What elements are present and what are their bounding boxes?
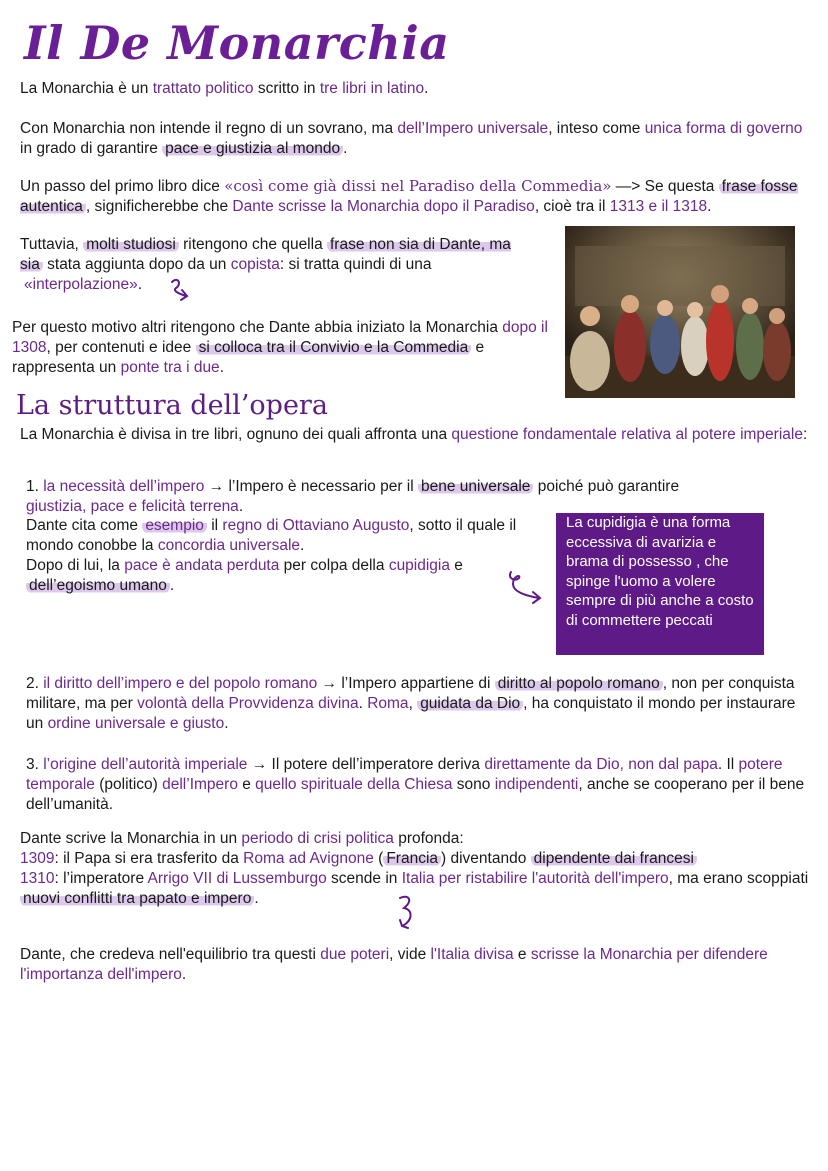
note-box <box>556 513 764 655</box>
page-title: Il De Monarchia <box>24 16 450 70</box>
crisis-paragraph: Dante scrive la Monarchia in un periodo di crisi politica profonda: 1309: il Papa si era trasferito da Roma ad Avignone ( Francia ) diventando dipendente dai francesi 1310: l’imperatore Arrigo VII di Lussemburgo scende in Italia per ristabilire l'autorità dell'impero, ma erano scoppiati nuovi conflitti tra papato e impero . <box>20 830 809 907</box>
section-title: La struttura dell’opera <box>16 390 328 421</box>
book-2-item: 2. il diritto dell’impero e del popolo romano → l’Impero appartiene di diritto al popolo romano , non per conquista militare, ma per volontà della Provvidenza divina. Roma, guidata da Dio , ha conquistato il mondo per instaurare un ordine universale e giusto. <box>26 675 796 732</box>
arrow-doodle-icon <box>168 276 198 306</box>
intro-paragraph-5: Per questo motivo altri ritengono che Dante abbia iniziato la Monarchia dopo il 1308, per contenuti e idee si colloca tra il Convivio e la Commedia e rappresenta un ponte tra i due. <box>12 319 548 376</box>
conclusion-paragraph: Dante, che credeva nell'equilibrio tra questi due poteri, vide l'Italia divisa e scrisse la Monarchia per difendere l'importanza dell'impero. <box>20 946 768 983</box>
book-3-item: 3. l’origine dell’autorità imperiale → Il potere dell’imperatore deriva direttamente da Dio, non dal papa. Il potere temporale (politico) dell’Impero e quello spirituale della Chiesa sono indipendenti, anche se cooperano per il bene dell’umanità. <box>26 756 805 813</box>
book-1-detail: Dante cita come esempio il regno di Ottaviano Augusto, sotto il quale il mondo conobbe la concordia universale. Dopo di lui, la pace è andata perduta per colpa della cupidigia e dell’egoismo umano . <box>26 517 517 594</box>
arrow-doodle-icon <box>392 892 422 932</box>
book-1-item: 1. la necessità dell’impero → l’Impero è necessario per il bene universale poiché può garantire giustizia, pace e felicità terrena. <box>26 478 680 515</box>
painting-image <box>565 226 795 398</box>
intro-paragraph-1: La Monarchia è un trattato politico scritto in tre libri in latino. <box>20 80 429 97</box>
intro-paragraph-3: Un passo del primo libro dice «così come già dissi nel Paradiso della Commedia» —> Se questa frase fosse autentica , significherebbe che Dante scrisse la Monarchia dopo il Paradiso, cioè tra il 1313 e il 1318. <box>20 177 798 215</box>
intro-paragraph-2: Con Monarchia non intende il regno di un sovrano, ma dell’Impero universale, inteso come unica forma di governo in grado di garantire pace e giustizia al mondo . <box>20 120 803 157</box>
intro-paragraph-4: Tuttavia, molti studiosi ritengono che quella frase non sia di Dante, ma sia stata aggiunta dopo da un copista: si tratta quindi di una «interpolazione». <box>20 236 511 293</box>
note-box-text: La cupidigia è una forma eccessiva di avarizia e brama di possesso , che spinge l'uomo a volere sempre di più anche a costo di commettere peccati <box>566 514 754 629</box>
structure-intro: La Monarchia è divisa in tre libri, ognuno dei quali affronta una questione fondamentale relativa al potere imperiale: <box>20 426 808 443</box>
arrow-doodle-icon <box>505 568 545 606</box>
